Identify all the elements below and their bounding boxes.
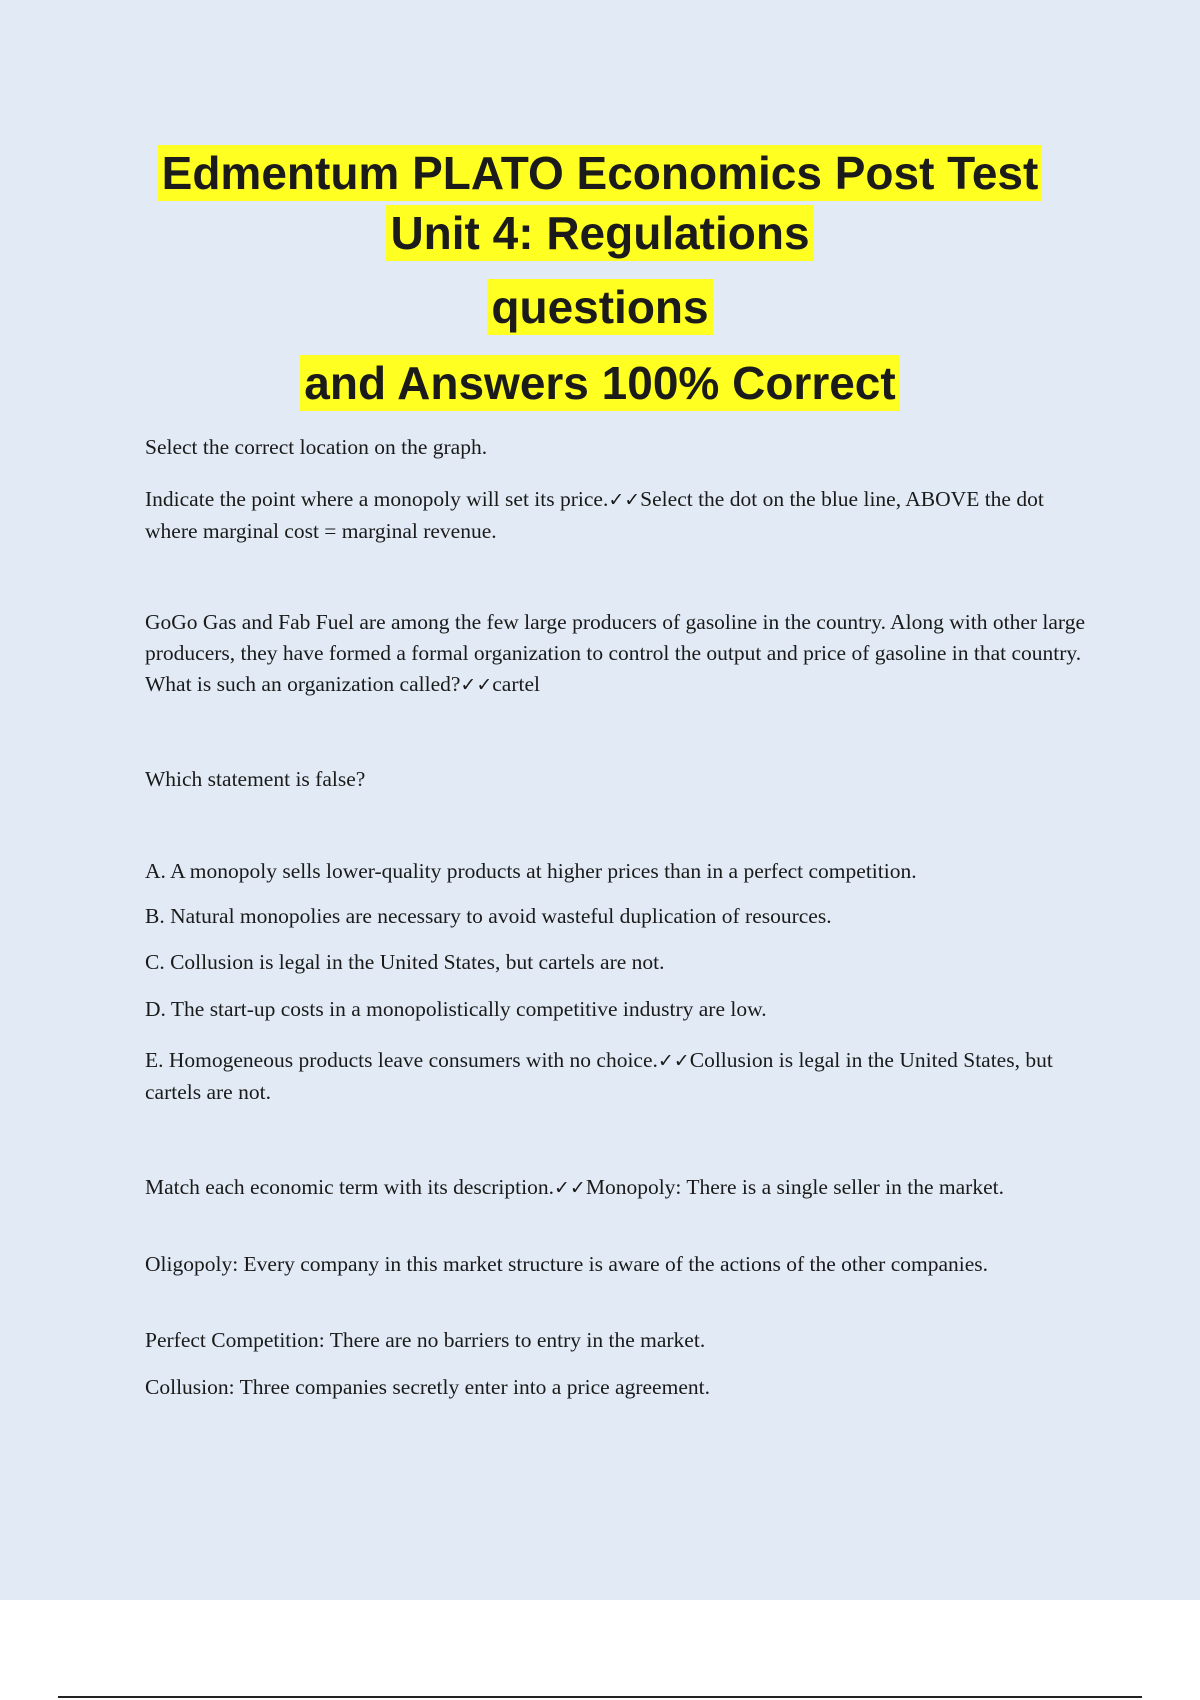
title-line-1: Edmentum PLATO Economics Post Test xyxy=(158,145,1043,201)
q3-option-b: B. Natural monopolies are necessary to avoid wasteful duplication of resources. xyxy=(145,904,832,928)
footer-divider xyxy=(58,1696,1142,1698)
q1-question: Indicate the point where a monopoly will set its price. xyxy=(145,487,609,511)
q1-instruction: Select the correct location on the graph. xyxy=(145,435,488,459)
document-title xyxy=(0,145,1200,411)
checkmark-icon: ✓✓ xyxy=(608,489,641,511)
q3-option-a: A. A monopoly sells lower-quality products at higher prices than in a perfect competition. xyxy=(145,859,917,883)
q4-answer-monopoly: Monopoly: There is a single seller in the market. xyxy=(585,1175,1004,1199)
q2-question: GoGo Gas and Fab Fuel are among the few large producers of gasoline in the country. Along with other large producers, they have formed a formal organization to control the output and price of gasoline in that country. What is such an organization called? xyxy=(145,610,1085,696)
checkmark-icon: ✓✓ xyxy=(553,1177,586,1199)
title-line-2: Unit 4: Regulations xyxy=(386,205,813,261)
q3-option-e-paragraph xyxy=(145,1045,1095,1108)
q3-option-d: D. The start-up costs in a monopolistically competitive industry are low. xyxy=(145,997,767,1021)
checkmark-icon: ✓✓ xyxy=(460,674,493,696)
q1-answer: Select the dot on the blue line, ABOVE the dot where marginal cost = marginal revenue. xyxy=(145,487,1044,543)
q4-match-collusion: Collusion: Three companies secretly enter into a price agreement. xyxy=(145,1375,710,1399)
q4-match-oligopoly: Oligopoly: Every company in this market structure is aware of the actions of the other companies. xyxy=(145,1252,989,1276)
title-line-4: and Answers 100% Correct xyxy=(300,355,899,411)
q3-option-e: E. Homogeneous products leave consumers with no choice. xyxy=(145,1048,658,1072)
q1-paragraph xyxy=(145,484,1095,547)
q4-question: Match each economic term with its description. xyxy=(145,1175,554,1199)
q2-paragraph xyxy=(145,607,1095,701)
q2-answer: cartel xyxy=(492,672,541,696)
checkmark-icon: ✓✓ xyxy=(657,1050,690,1072)
title-line-3: questions xyxy=(487,279,712,335)
q3-answer: Collusion is legal in the United States, but cartels are not. xyxy=(145,1048,1053,1104)
q4-paragraph xyxy=(145,1172,1095,1204)
q3-question: Which statement is false? xyxy=(145,767,366,791)
q3-option-c: C. Collusion is legal in the United States, but cartels are not. xyxy=(145,950,665,974)
q4-match-perfect-competition: Perfect Competition: There are no barriers to entry in the market. xyxy=(145,1328,706,1352)
